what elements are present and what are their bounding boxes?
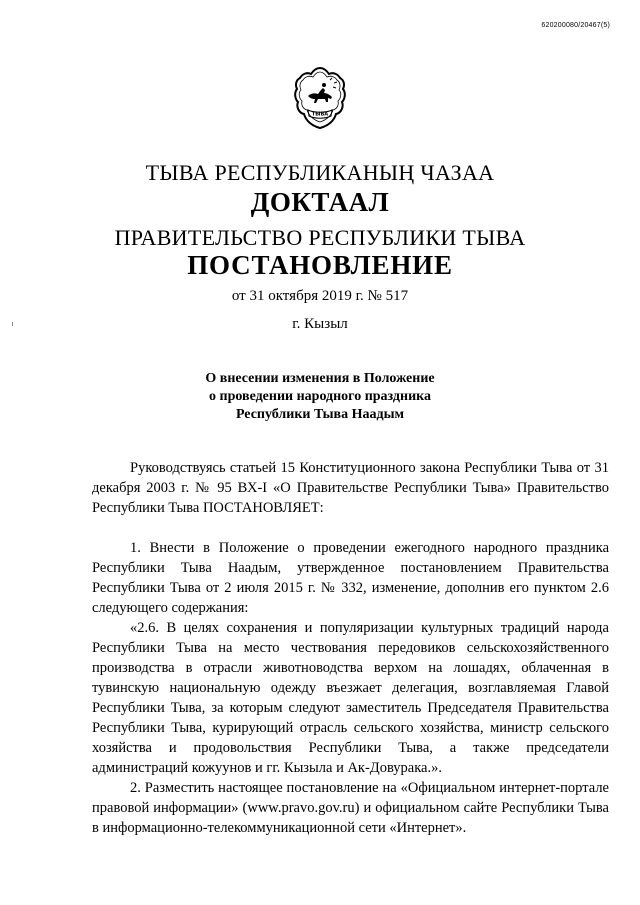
tuva-coat-of-arms-icon [294,66,346,134]
document-body [92,458,609,838]
svg-text:ТЫВА: ТЫВА [311,111,329,118]
document-date-number: от 31 октября 2019 г. № 517 [231,288,409,304]
document-subject [0,370,640,424]
russian-document-type: ПОСТАНОВЛЕНИЕ [187,250,453,280]
subject-line: О внесении изменения в Положение [205,371,435,386]
document-city: г. Кызыл [292,316,348,332]
item-2-paragraph: 2. Разместить настоящее постановление на «Официальном интернет-портале правовой информации» (www.pravo.gov.ru) и официальном сайте Республики Тыва в информационно-телекоммуникационной сети «Интернет». [92,780,609,836]
subject-line: Республики Тыва Наадым [235,407,405,422]
preamble-paragraph: Руководствуясь статьей 15 Конституционного закона Республики Тыва от 31 декабря 2003 г. № 95 ВХ-I «О Правительстве Республики Тыва» Правительство Республики Тыва ПОСТАНОВЛЯЕТ: [92,460,609,516]
tuvan-document-type: ДОКТААЛ [250,187,390,217]
item-1-quote-paragraph: «2.6. В целях сохранения и популяризации культурных традиций народа Республики Тыва на место чествования передовиков сельскохозяйственного производства в отрасли животноводства верхом на лошадях, облаченная в тувинскую национальную одежду въезжает делегация, возглавляемая Главой Республики Тыва, за которым следуют заместитель Председателя Правительства Республики Тыва, курирующий отрасль сельского хозяйства, министр сельского хозяйства и продовольствия Республики Тыва, а также председатели администраций кожуунов и гг. Кызыла и Ак-Довурака.». [92,620,609,776]
margin-mark [12,322,13,326]
tuvan-government-title: ТЫВА РЕСПУБЛИКАНЫҢ ЧАЗАА [145,160,495,185]
item-1-paragraph: 1. Внести в Положение о проведении ежегодного народного праздника Республики Тыва Наадым, утвержденное постановлением Правительства Республики Тыва от 2 июля 2015 г. № 332, изменение, дополнив его пунктом 2.6 следующего содержания: [92,540,609,616]
document-barcode-number: 620200080/20467(5) [541,22,610,29]
subject-line: о проведении народного праздника [209,389,431,404]
russian-government-title: ПРАВИТЕЛЬСТВО РЕСПУБЛИКИ ТЫВА [114,225,526,250]
